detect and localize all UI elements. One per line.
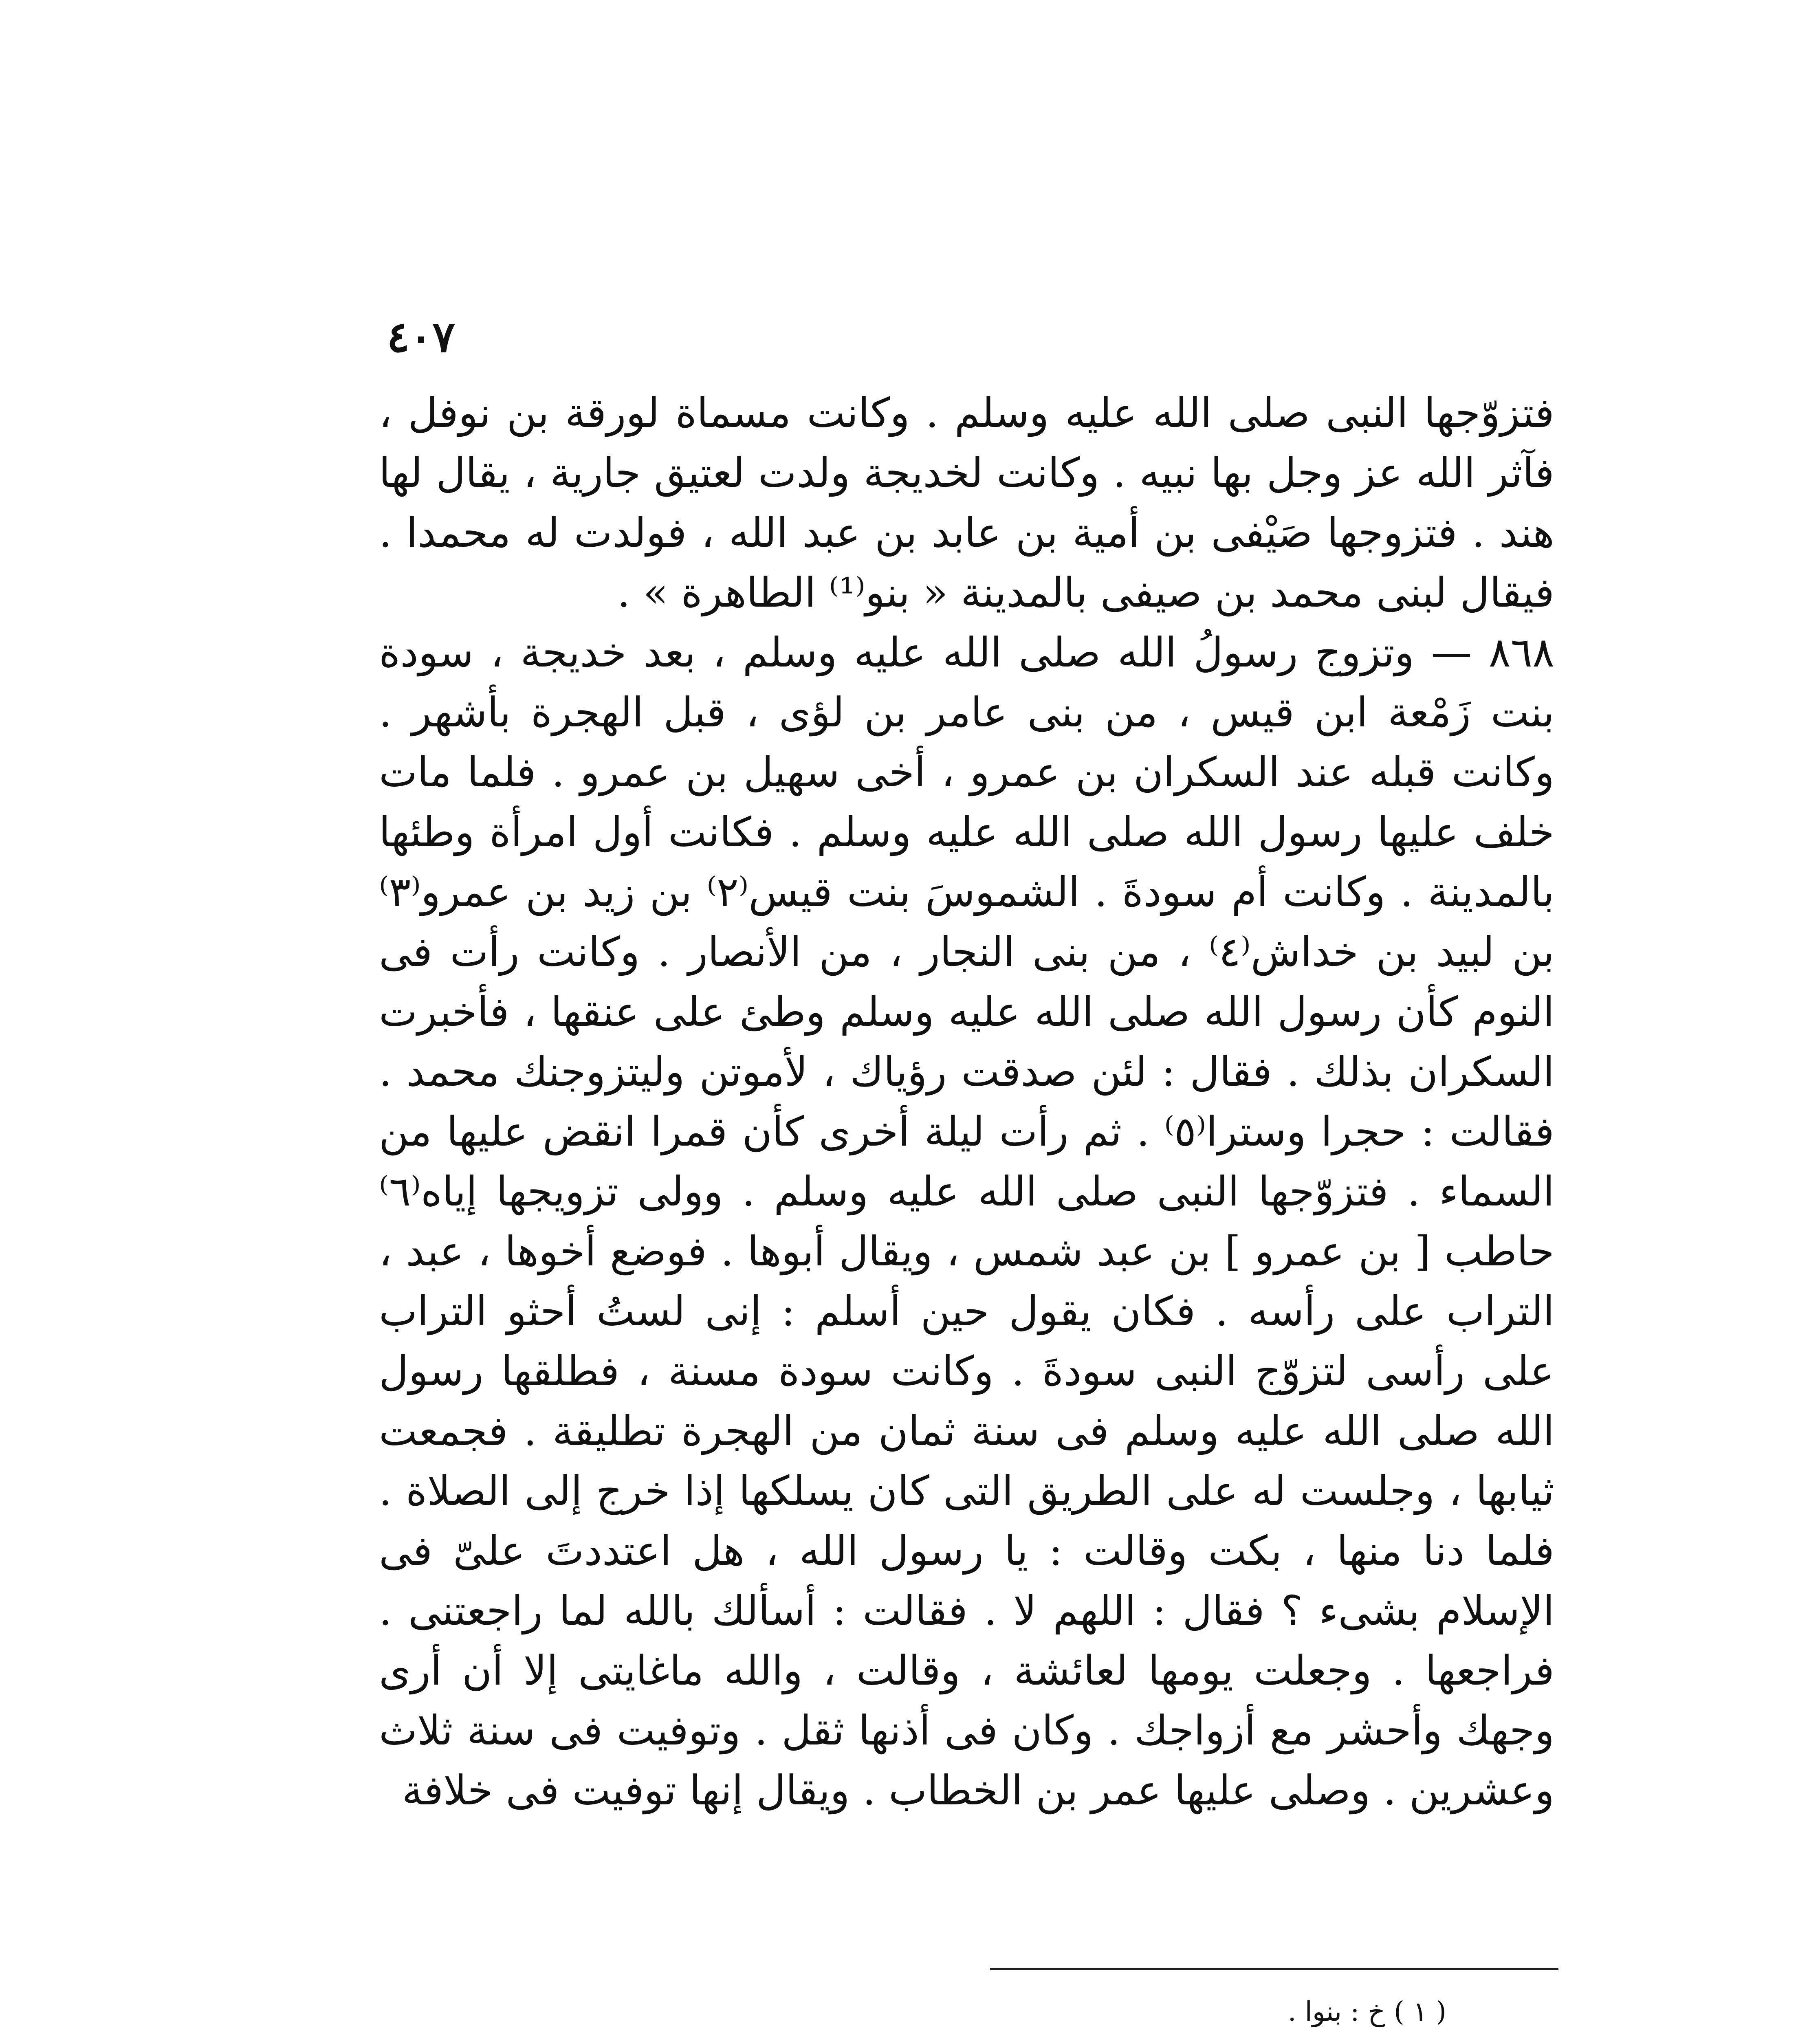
paragraph-868: ٨٦٨ — وتزوج رسولُ الله صلى الله عليه وسلم ، بعد خديجة ، سودة بنت زَمْعة ابن قيس ، من بنى عامر بن لؤى ، قبل الهجرة بأشهر . وكانت قبله عند السكران بن عمرو ، أخى سهيل بن عمرو . فلما مات خلف عليها رسول الله صلى الله عليه وسلم . فكانت أول امرأة وطئها بالمدينة . وكانت أم سودةَ . الشموسَ بنت قيس⁽٢⁾ بن زيد بن عمرو⁽٣⁾ بن لبيد بن خداش⁽٤⁾ ، من بنى النجار ، من الأنصار . وكانت رأت فى النوم كأن رسول الله صلى الله عليه وسلم وطئ على عنقها ، فأخبرت السكران بذلك . فقال : لئن صدقت رؤياك ، لأموتن وليتزوجنك محمد . فقالت : حجرا وسترا⁽٥⁾ . ثم رأت ليلة أخرى كأن قمرا انقض عليها من السماء . فتزوّجها النبى صلى الله عليه وسلم . وولى تزويجها إياه⁽٦⁾ حاطب [ بن عمرو ] بن عبد شمس ، ويقال أبوها . فوضع أخوها ، عبد ، التراب على رأسه . فكان يقول حين أسلم : إنى لستُ أحثو التراب على رأسى لتزوّج النبى سودةَ . وكانت سودة مسنة ، فطلقها رسول الله صلى الله عليه وسلم فى سنة ثمان من الهجرة تطليقة . فجمعت ثيابها ، وجلست له على الطريق التى كان يسلكها إذا خرج إلى الصلاة . فلما دنا منها ، بكت وقالت : يا رسول الله ، هل اعتددتَ علىّ فى الإسلام بشىء ؟ فقال : اللهم لا . فقالت : أسألك بالله لما راجعتنى . فراجعها . وجعلت يومها لعائشة ، وقالت ، والله ماغايتى إلا أن أرى وجهك وأحشر مع أزواجك . وكان فى أذنها ثقل . وتوفيت فى سنة ثلاث وعشرين . وصلى عليها عمر بن الخطاب . ويقال إنها توفيت فى خلافة: [379, 629, 1555, 1814]
footnote-1: ( ١ ) خ : بنوا .: [1287, 1996, 1446, 2027]
footnote-divider: [990, 1968, 1558, 1970]
paragraph-1: فتزوّجها النبى صلى الله عليه وسلم . وكانت مسماة لورقة بن نوفل ، فآثر الله عز وجل بها نبيه . وكانت لخديجة ولدت لعتيق جارية ، يقال لها هند . فتزوجها صَيْفى بن أمية بن عابد بن عبد الله ، فولدت له محمدا . فيقال لبنى محمد بن صيفى بالمدينة « بنو⁽¹⁾ الطاهرة » .: [379, 389, 1554, 616]
footnotes: [379, 1990, 1446, 2037]
footnote-2: [379, 2033, 1446, 2037]
page-number: ٤٠٧: [387, 312, 455, 362]
main-text-body: [379, 383, 1554, 1820]
